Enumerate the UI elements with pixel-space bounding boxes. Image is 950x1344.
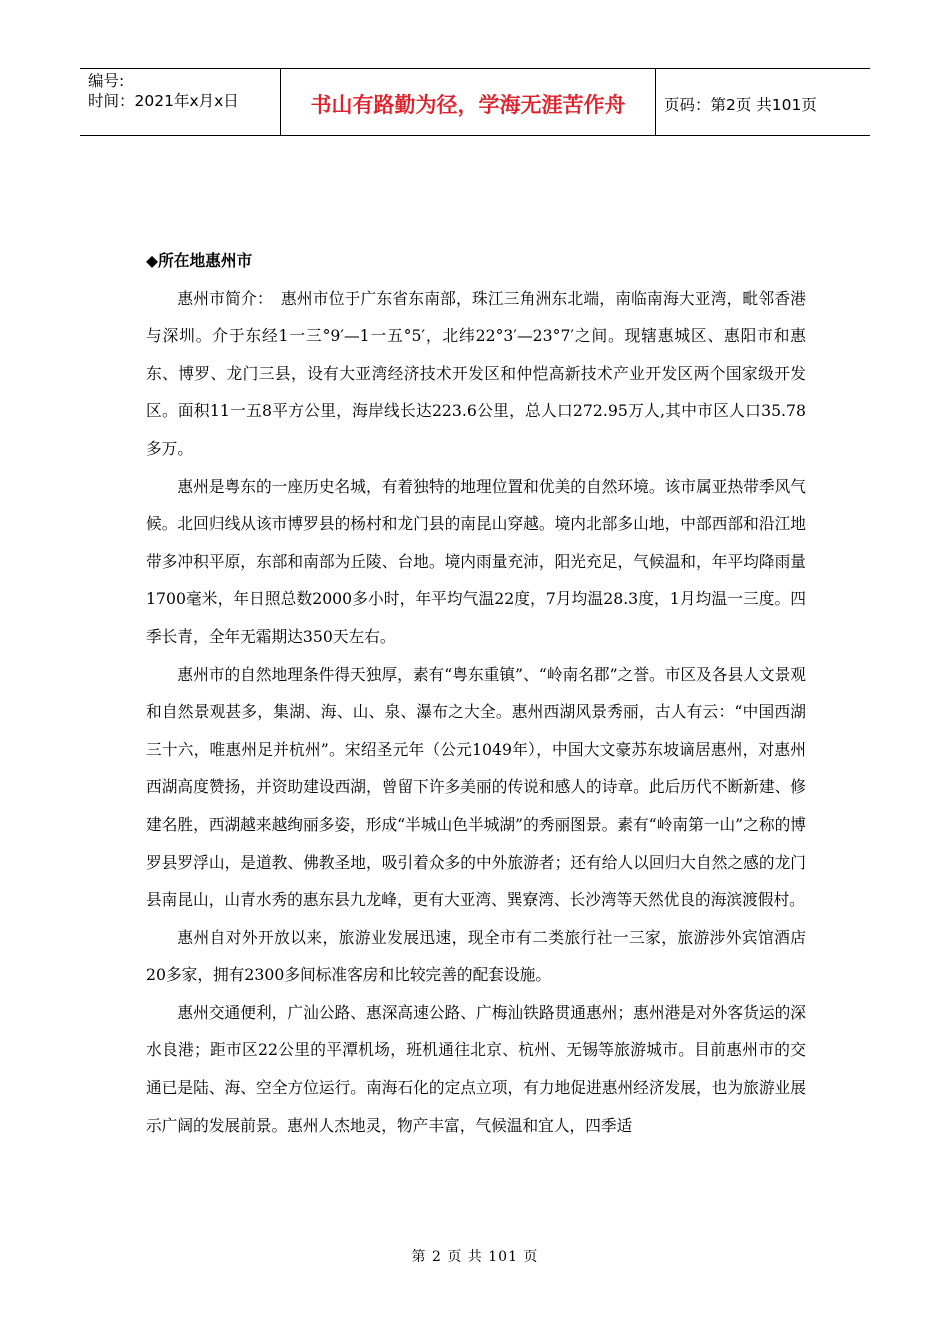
paragraph-scenery: 惠州市的自然地理条件得天独厚，素有“粤东重镇”、“岭南名郡”之誉。市区及各县人文景观和自然景观甚多，集湖、海、山、泉、瀑布之大全。惠州西湖风景秀丽，古人有云：“中国西湖三十六，唯惠州足并杭州”。宋绍圣元年（公元1049年），中国大文豪苏东坡谪居惠州，对惠州西湖高度赞扬，并资助建设西湖，曾留下许多美丽的传说和感人的诗章。此后历代不断新建、修建名胜，西湖越来越绚丽多姿，形成“半城山色半城湖”的秀丽图景。素有“岭南第一山”之称的博罗县罗浮山，是道教、佛教圣地，吸引着众多的中外旅游者；还有给人以回归大自然之感的龙门县南昆山，山青水秀的惠东县九龙峰，更有大亚湾、巽寮湾、长沙湾等天然优良的海滨渡假村。 xyxy=(146,664,806,910)
time-label: 时间：2021年x月x日 xyxy=(88,92,239,110)
paragraph-geography: 惠州是粤东的一座历史名城，有着独特的地理位置和优美的自然环境。该市属亚热带季风气候。北回归线从该市博罗县的杨村和龙门县的南昆山穿越。境内北部多山地，中部西部和沿江地带多冲积平原，东部和南部为丘陵、台地。境内雨量充沛，阳光充足，气候温和，年平均降雨量1700毫米，年日照总数2000多小时，年平均气温22度，7月均温28.3度，1月均温一三度。四季长青，全年无霜期达350天左右。 xyxy=(146,476,806,646)
paragraph-transport: 惠州交通便利，广汕公路、惠深高速公路、广梅汕铁路贯通惠州；惠州港是对外客货运的深水良港；距市区22公里的平潭机场，班机通往北京、杭州、无锡等旅游城市。目前惠州市的交通已是陆、海、空全方位运行。南海石化的定点立项，有力地促进惠州经济发展，也为旅游业展示广阔的发展前景。惠州人杰地灵，物产丰富，气候温和宜人，四季适 xyxy=(146,1002,806,1135)
header-meta xyxy=(80,69,281,135)
document-body xyxy=(146,242,806,1144)
section-title: ◆所在地惠州市 xyxy=(146,251,253,270)
number-label: 编号: xyxy=(88,72,125,90)
page-header xyxy=(80,68,870,136)
paragraph-tourism: 惠州自对外开放以来，旅游业发展迅速，现全市有二类旅行社一三家，旅游涉外宾馆酒店20多家，拥有2300多间标准客房和比较完善的配套设施。 xyxy=(146,927,806,985)
header-page-code: 页码：第2页 共101页 xyxy=(664,96,817,114)
page-footer: 第 2 页 共 101 页 xyxy=(411,1249,539,1265)
header-motto: 书山有路勤为径，学海无涯苦作舟 xyxy=(281,69,656,135)
paragraph-intro: 惠州市简介： 惠州市位于广东省东南部，珠江三角洲东北端，南临南海大亚湾，毗邻香港与深圳。介于东经1一三°9′—1一五°5′，北纬22°3′—23°7′之间。现辖惠城区、惠阳市和惠东、博罗、龙门三县，设有大亚湾经济技术开发区和仲恺高新技术产业开发区两个国家级开发区。面积11一五8平方公里，海岸线长达223.6公里，总人口272.95万人,其中市区人口35.78多万。 xyxy=(146,288,806,458)
